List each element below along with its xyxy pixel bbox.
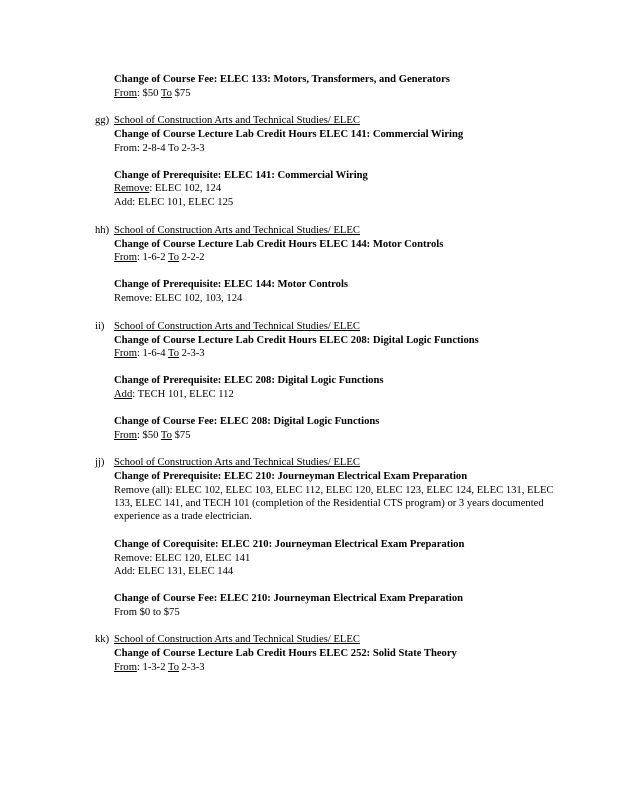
line-post: 2-3-3 xyxy=(179,348,205,359)
block-line xyxy=(114,182,221,195)
line-pre: From xyxy=(114,607,137,618)
to-value: $75 xyxy=(171,88,191,99)
block-title: Change of Course Lecture Lab Credit Hours ELEC 252: Solid State Theory xyxy=(114,648,457,659)
line-text: : TECH 101, ELEC 112 xyxy=(132,389,234,400)
intro-from-line xyxy=(114,87,191,100)
line-pre: From xyxy=(114,252,137,263)
line-text: : ELEC 131, ELEC 144 xyxy=(132,566,234,577)
line-text: $0 to $75 xyxy=(136,607,180,618)
section-header: School of Construction Arts and Technical Studies/ ELEC xyxy=(114,225,360,236)
block-line xyxy=(114,251,205,264)
line-pre: Remove xyxy=(114,183,150,194)
line-text: : ELEC 102, 124 xyxy=(149,183,222,194)
line-text: : $50 xyxy=(136,430,161,441)
block-title: Change of Prerequisite: ELEC 210: Journeyman Electrical Exam Preparation xyxy=(114,471,468,482)
line-text: : 2-8-4 To 2-3-3 xyxy=(136,143,205,154)
section-header: School of Construction Arts and Technical Studies/ ELEC xyxy=(114,321,360,332)
line-to: To xyxy=(167,252,179,263)
line-to: To xyxy=(167,662,179,673)
block-title: Change of Prerequisite: ELEC 141: Commercial Wiring xyxy=(114,170,368,181)
block-line xyxy=(114,606,180,619)
block-line xyxy=(114,484,554,523)
line-pre: Remove xyxy=(114,485,150,496)
block-line xyxy=(114,347,205,360)
intro-title: Change of Course Fee: ELEC 133: Motors, Transformers, and Generators xyxy=(114,74,450,85)
line-pre: From xyxy=(114,143,137,154)
line-text: : 1-3-2 xyxy=(136,662,168,673)
to-label: To xyxy=(160,88,172,99)
line-text: : ELEC 102, 103, 124 xyxy=(149,293,243,304)
line-post: 2-2-2 xyxy=(179,252,205,263)
line-pre: Add xyxy=(114,389,133,400)
from-value: : $50 xyxy=(136,88,161,99)
line-pre: Add xyxy=(114,197,133,208)
section-label: hh) xyxy=(95,225,110,236)
line-text: : ELEC 120, ELEC 141 xyxy=(149,553,251,564)
block-title: Change of Course Lecture Lab Credit Hours ELEC 141: Commercial Wiring xyxy=(114,129,464,140)
line-post: $75 xyxy=(171,430,191,441)
line-pre: From xyxy=(114,430,137,441)
line-text: : 1-6-2 xyxy=(136,252,168,263)
block-line xyxy=(114,565,233,578)
block-title: Change of Course Lecture Lab Credit Hours ELEC 208: Digital Logic Functions xyxy=(114,335,479,346)
section-label: ii) xyxy=(95,321,105,332)
block-title: Change of Prerequisite: ELEC 208: Digital Logic Functions xyxy=(114,375,384,386)
block-line xyxy=(114,142,205,155)
block-title: Change of Course Lecture Lab Credit Hours ELEC 144: Motor Controls xyxy=(114,239,444,250)
line-text: : 1-6-4 xyxy=(136,348,168,359)
section-label: gg) xyxy=(95,115,110,126)
block-line xyxy=(114,429,191,442)
block-title: Change of Prerequisite: ELEC 144: Motor Controls xyxy=(114,279,349,290)
line-text: (all): ELEC 102, ELEC 103, ELEC 112, ELEC 120, ELEC 123, ELEC 124, ELEC 131, ELEC 133, ELEC 141, and TECH 101 (completion of the Residential CTS program) or 3 years documented experience as a trade electrician. xyxy=(114,485,554,522)
section-header: School of Construction Arts and Technical Studies/ ELEC xyxy=(114,115,360,126)
block-line xyxy=(114,292,242,305)
section-header: School of Construction Arts and Technical Studies/ ELEC xyxy=(114,457,360,468)
section-header: School of Construction Arts and Technical Studies/ ELEC xyxy=(114,634,360,645)
line-to: To xyxy=(160,430,172,441)
block-line xyxy=(114,388,234,401)
block-line xyxy=(114,196,233,209)
section-label: jj) xyxy=(95,457,105,468)
line-to: To xyxy=(167,348,179,359)
line-pre: Remove xyxy=(114,553,150,564)
line-post: 2-3-3 xyxy=(179,662,205,673)
section-label: kk) xyxy=(95,634,110,645)
line-pre: From xyxy=(114,662,137,673)
line-pre: Remove xyxy=(114,293,150,304)
block-title: Change of Course Fee: ELEC 210: Journeyman Electrical Exam Preparation xyxy=(114,593,464,604)
block-line xyxy=(114,661,205,674)
block-title: Change of Corequisite: ELEC 210: Journeyman Electrical Exam Preparation xyxy=(114,539,465,550)
from-label: From xyxy=(114,88,137,99)
block-title: Change of Course Fee: ELEC 208: Digital Logic Functions xyxy=(114,416,380,427)
line-pre: From xyxy=(114,348,137,359)
line-text: : ELEC 101, ELEC 125 xyxy=(132,197,234,208)
block-line xyxy=(114,552,250,565)
line-pre: Add xyxy=(114,566,133,577)
